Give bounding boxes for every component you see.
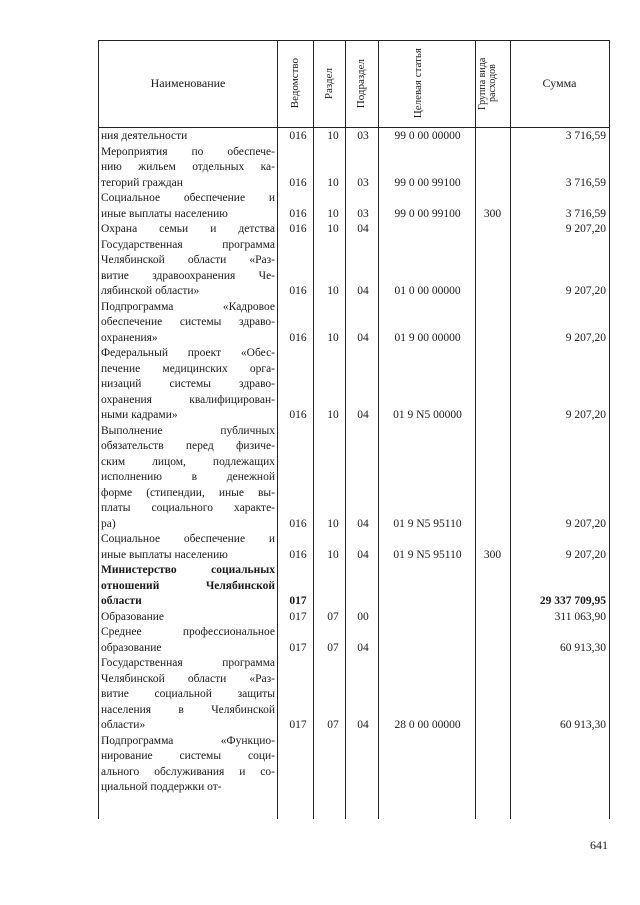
table-row xyxy=(0,300,640,347)
cell-podrazdel: 03 xyxy=(357,176,369,189)
cell-podrazdel: 04 xyxy=(357,719,369,731)
cell-podrazdel: 04 xyxy=(357,641,369,654)
header-summa: Сумма xyxy=(542,76,577,90)
cell-razdel: 07 xyxy=(327,641,339,654)
cell-summa: 9 207,20 xyxy=(565,331,606,344)
cell-podrazdel: 03 xyxy=(357,207,369,220)
row-name xyxy=(101,656,275,734)
cell-vedomstvo: 016 xyxy=(289,130,307,142)
cell-celevaya-statya: 01 9 N5 00000 xyxy=(393,409,462,421)
cell-vedomstvo: 017 xyxy=(289,610,307,623)
row-name-line: Социальное обеспечение и xyxy=(101,533,275,545)
cell-summa: 3 716,59 xyxy=(565,130,606,142)
table-row xyxy=(0,191,640,222)
header-podrazdel: Подраздел xyxy=(355,58,367,109)
row-name-line: ального обслуживания и со- xyxy=(101,765,275,778)
cell-podrazdel: 04 xyxy=(357,331,369,344)
cell-summa: 29 337 709,95 xyxy=(539,595,606,607)
cell-vedomstvo: 016 xyxy=(289,176,307,189)
row-name-line: обязательств перед физиче- xyxy=(101,440,275,452)
row-name-line: Челябинской области «Раз- xyxy=(101,254,275,266)
row-name-line: обеспечение системы здраво- xyxy=(101,316,275,328)
row-name-line: ния деятельности xyxy=(101,130,188,142)
row-name-line: Среднее профессиональное xyxy=(101,626,275,638)
row-name xyxy=(101,424,275,533)
row-name-line: иные выплаты населению xyxy=(101,548,228,561)
table-row xyxy=(0,346,640,424)
row-name-line: иные выплаты населению xyxy=(101,207,228,220)
table-row xyxy=(0,734,640,796)
row-name-line: нирование системы соци- xyxy=(101,750,275,762)
row-name-line: Выполнение публичных xyxy=(101,424,275,437)
row-name-line: Федеральный проект «Обес- xyxy=(101,347,275,359)
row-name-line: Государственная программа xyxy=(101,238,275,251)
header-celevaya-statya: Целевая статья xyxy=(411,48,424,119)
row-name-line: Челябинской области «Раз- xyxy=(101,672,275,685)
row-name-line: Социальное обеспечение и xyxy=(101,192,275,204)
cell-vedomstvo: 017 xyxy=(289,641,307,654)
cell-podrazdel: 04 xyxy=(357,548,369,561)
cell-summa: 9 207,20 xyxy=(565,409,606,421)
cell-summa: 9 207,20 xyxy=(565,548,606,561)
cell-podrazdel: 04 xyxy=(357,409,369,421)
cell-vedomstvo: 016 xyxy=(289,207,307,220)
cell-summa: 311 063,90 xyxy=(554,610,606,623)
row-name-line: нию жильем отдельных ка- xyxy=(101,161,275,173)
table-row xyxy=(0,610,640,626)
cell-summa: 3 716,59 xyxy=(565,176,606,189)
cell-podrazdel: 04 xyxy=(357,517,369,530)
row-name xyxy=(101,300,275,347)
cell-podrazdel: 04 xyxy=(357,223,369,235)
row-name-line: области» xyxy=(101,719,146,731)
table-row xyxy=(0,222,640,238)
row-name-line: охранения квалифицирован- xyxy=(101,393,275,406)
table-row xyxy=(0,238,640,300)
row-name xyxy=(101,238,275,300)
cell-razdel: 10 xyxy=(327,207,339,220)
cell-summa: 3 716,59 xyxy=(565,207,606,220)
cell-razdel: 10 xyxy=(327,223,339,235)
row-name-line: исполнению в денежной xyxy=(101,471,275,483)
table-row xyxy=(0,145,640,192)
cell-gruppa: 300 xyxy=(483,207,502,220)
row-name-line: Мероприятия по обеспече- xyxy=(101,145,275,158)
row-name-line: области xyxy=(101,595,142,607)
cell-vedomstvo: 016 xyxy=(289,331,307,344)
cell-celevaya-statya: 99 0 00 00000 xyxy=(394,130,461,142)
row-name xyxy=(101,129,275,145)
table-row xyxy=(0,129,640,145)
row-name xyxy=(101,563,275,610)
table-row xyxy=(0,656,640,734)
row-name xyxy=(101,346,275,424)
row-name-line: печение медицинских орга- xyxy=(101,362,275,375)
row-name-line: охранения» xyxy=(101,331,158,344)
cell-summa: 9 207,20 xyxy=(565,223,606,235)
cell-razdel: 10 xyxy=(327,517,339,530)
cell-podrazdel: 04 xyxy=(357,285,369,297)
cell-podrazdel: 00 xyxy=(357,610,369,623)
cell-razdel: 10 xyxy=(327,331,339,344)
cell-razdel: 10 xyxy=(327,548,339,561)
row-name-line: населения в Челябинской xyxy=(101,703,275,716)
row-name xyxy=(101,222,275,238)
table-row xyxy=(0,424,640,533)
cell-vedomstvo: 017 xyxy=(289,595,307,607)
cell-vedomstvo: 016 xyxy=(289,223,307,235)
cell-vedomstvo: 016 xyxy=(289,548,307,561)
row-name-line: Подпрограмма «Кадровое xyxy=(101,300,275,313)
row-name-line: форме (стипендии, иные вы- xyxy=(101,486,275,499)
row-name xyxy=(101,532,275,563)
cell-vedomstvo: 016 xyxy=(289,517,307,530)
cell-razdel: 10 xyxy=(327,409,339,421)
cell-celevaya-statya: 01 0 00 00000 xyxy=(394,285,461,297)
row-name-line: тегорий граждан xyxy=(101,176,183,189)
cell-celevaya-statya: 01 9 00 00000 xyxy=(394,331,461,344)
cell-celevaya-statya: 99 0 00 99100 xyxy=(394,176,461,189)
row-name-line: Подпрограмма «Функцио- xyxy=(101,734,275,747)
row-name xyxy=(101,191,275,222)
page-number: 641 xyxy=(590,838,608,852)
row-name-line: витие здравоохранения Че- xyxy=(101,269,275,282)
cell-razdel: 07 xyxy=(327,719,339,731)
row-name-line: платы социального характе- xyxy=(101,502,275,514)
row-name-line: витие социальной защиты xyxy=(101,688,275,700)
row-name-line: ными кадрами» xyxy=(101,409,178,421)
cell-summa: 60 913,30 xyxy=(560,719,606,731)
cell-celevaya-statya: 99 0 00 99100 xyxy=(394,207,461,220)
cell-vedomstvo: 016 xyxy=(289,285,307,297)
cell-razdel: 10 xyxy=(327,176,339,189)
table-row xyxy=(0,563,640,610)
header-vedomstvo: Ведомство xyxy=(288,58,301,109)
row-name xyxy=(101,145,275,192)
cell-gruppa: 300 xyxy=(483,548,502,561)
cell-celevaya-statya: 01 9 N5 95110 xyxy=(393,548,462,561)
header-gruppa-vida-raskhodov: Группа вида расходов xyxy=(476,57,498,110)
cell-vedomstvo: 016 xyxy=(289,409,307,421)
row-name-line: отношений Челябинской xyxy=(101,579,275,592)
row-name-line: низаций системы здраво- xyxy=(101,378,275,390)
row-name xyxy=(101,734,275,796)
row-name-line: циальной поддержки от- xyxy=(101,781,222,793)
row-name-line: Охрана семьи и детства xyxy=(101,223,275,235)
cell-summa: 9 207,20 xyxy=(565,285,606,297)
row-name-line: ским лицом, подлежащих xyxy=(101,455,275,468)
header-razdel: Раздел xyxy=(322,67,335,100)
row-name-line: лябинской области» xyxy=(101,285,200,297)
table-row xyxy=(0,532,640,563)
cell-podrazdel: 03 xyxy=(357,130,369,142)
row-name-line: Образование xyxy=(101,610,165,623)
cell-summa: 9 207,20 xyxy=(565,517,606,530)
cell-razdel: 07 xyxy=(327,610,339,623)
cell-vedomstvo: 017 xyxy=(289,719,307,731)
row-name xyxy=(101,610,275,626)
header-divider xyxy=(98,127,609,128)
cell-celevaya-statya: 01 9 N5 95110 xyxy=(393,517,462,530)
row-name-line: образование xyxy=(101,641,162,654)
cell-celevaya-statya: 28 0 00 00000 xyxy=(394,719,461,731)
row-name xyxy=(101,625,275,656)
cell-razdel: 10 xyxy=(327,285,339,297)
row-name-line: ра) xyxy=(101,517,116,530)
row-name-line: Государственная программа xyxy=(101,657,275,669)
header-name: Наименование xyxy=(150,76,226,90)
cell-razdel: 10 xyxy=(327,130,339,142)
table-row xyxy=(0,625,640,656)
row-name-line: Министерство социальных xyxy=(101,564,275,576)
cell-summa: 60 913,30 xyxy=(560,641,606,654)
